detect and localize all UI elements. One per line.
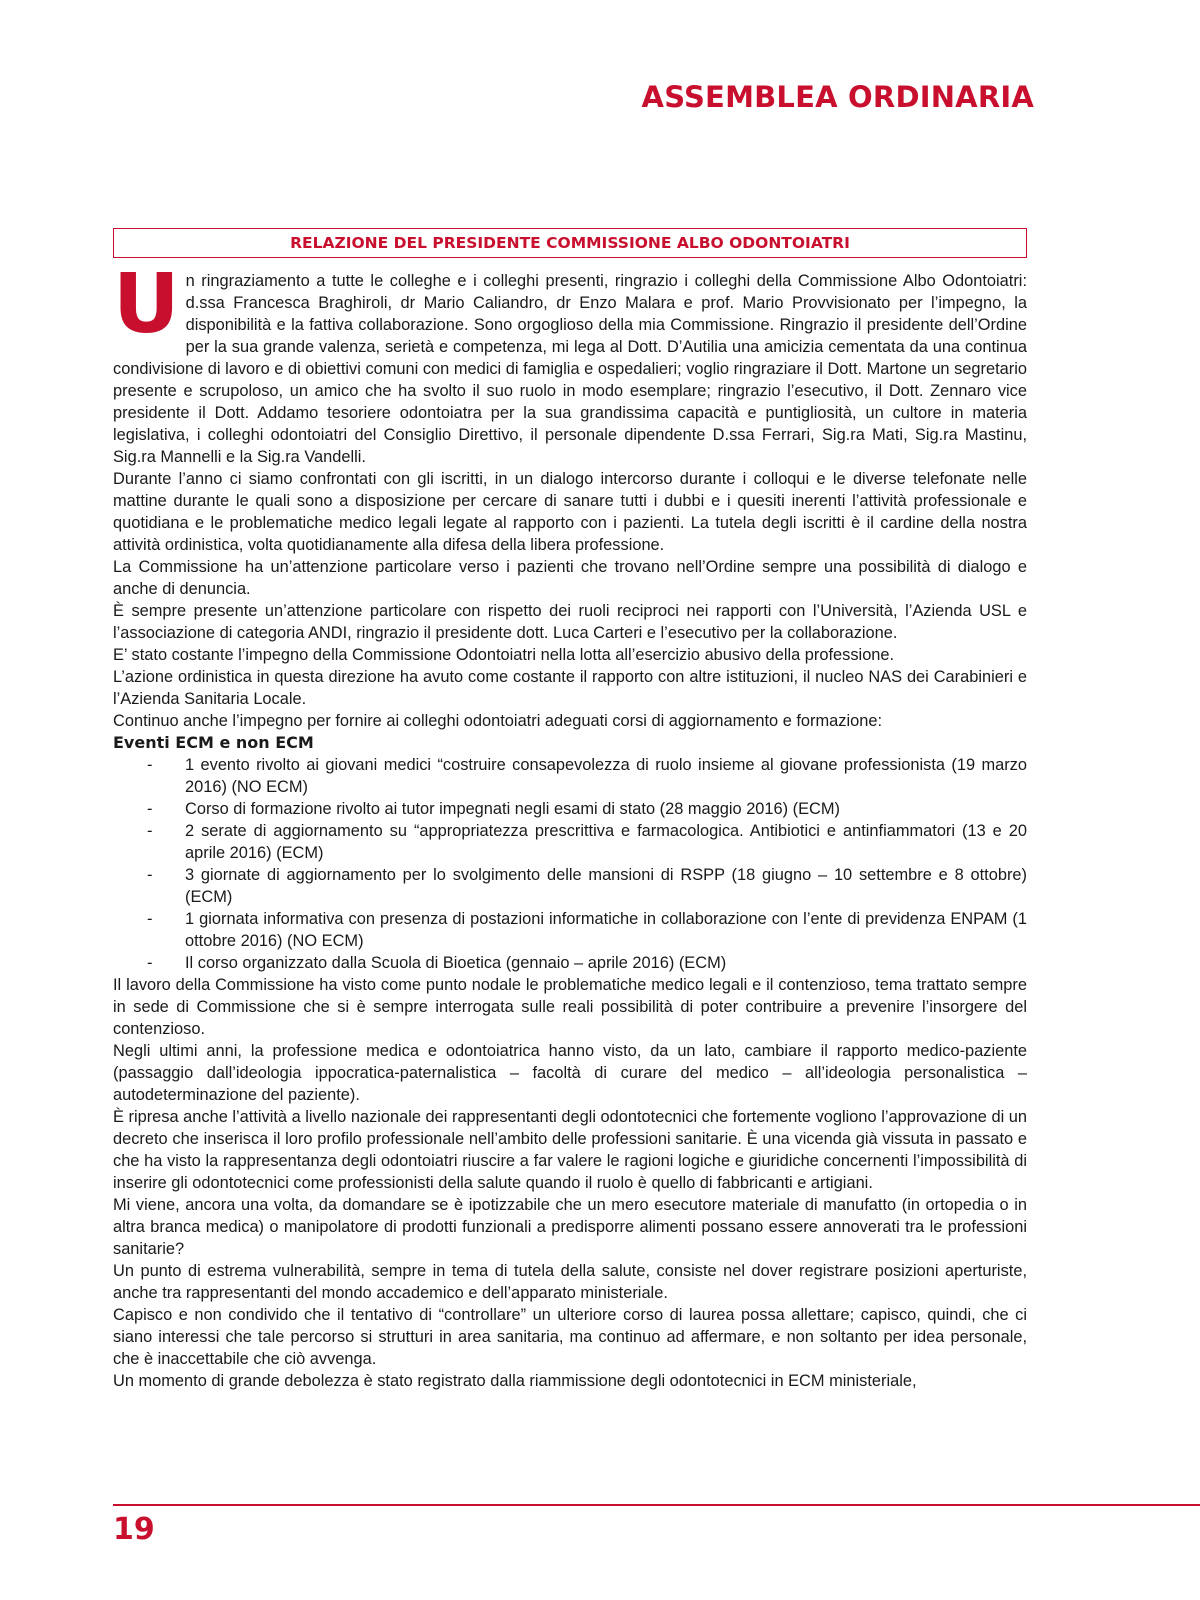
paragraph: L’azione ordinistica in questa direzione ha avuto come costante il rapporto con altre istituzioni, il nucleo NAS dei Carabinieri e l’Azienda Sanitaria Locale.	[113, 668, 1027, 708]
list-item-text: Il corso organizzato dalla Scuola di Bioetica (gennaio – aprile 2016) (ECM)	[185, 954, 727, 972]
list-bullet: -	[147, 910, 153, 928]
list-item	[113, 798, 1027, 820]
section-title: RELAZIONE DEL PRESIDENTE COMMISSIONE ALBO ODONTOIATRI	[290, 234, 850, 252]
paragraph: Negli ultimi anni, la professione medica e odontoiatrica hanno visto, da un lato, cambiare il rapporto medico-paziente (passaggio dall’ideologia ippocratica-paternalistica – facoltà di curare del medico – all’ideologia personalistica – autodeterminazione del paziente).	[113, 1042, 1027, 1104]
paragraph: Durante l’anno ci siamo confrontati con gli iscritti, in un dialogo intercorso durante i colloqui e le diverse telefonate nelle mattine durante le quali sono a disposizione per cercare di sanare tutti i dubbi e i quesiti inerenti l’attività professionale e quotidiana e le problematiche medico legali legate al rapporto con i pazienti. La tutela degli iscritti è il cardine della nostra attività ordinistica, volta quotidianamente alla difesa della libera professione.	[113, 470, 1027, 554]
list-bullet: -	[147, 822, 153, 840]
page-number: 19	[113, 1512, 155, 1547]
paragraph: Un momento di grande debolezza è stato registrato dalla riammissione degli odontotecnici in ECM ministeriale,	[113, 1372, 917, 1390]
list-item-text: 3 giornate di aggiornamento per lo svolgimento delle mansioni di RSPP (18 giugno – 10 settembre e 8 ottobre) (ECM)	[185, 866, 1027, 906]
footer-divider	[113, 1504, 1200, 1506]
paragraph: Capisco e non condivido che il tentativo di “controllare” un ulteriore corso di laurea possa allettare; capisco, quindi, che ci siano interessi che tale percorso si strutturi in area sanitaria, ma continuo ad affermare, e non soltanto per idea personale, che è inaccettabile che ciò avvenga.	[113, 1306, 1027, 1368]
events-list	[113, 732, 1027, 974]
list-item	[113, 952, 1027, 974]
paragraph: La Commissione ha un’attenzione particolare verso i pazienti che trovano nell’Ordine sempre una possibilità di dialogo e anche di denuncia.	[113, 558, 1027, 598]
list-bullet: -	[147, 800, 153, 818]
section-title-box	[113, 228, 1027, 258]
paragraph: E’ stato costante l’impegno della Commissione Odontoiatri nella lotta all’esercizio abusivo della professione.	[113, 646, 895, 664]
page-header-title: ASSEMBLEA ORDINARIA	[641, 80, 1034, 114]
list-item-text: Corso di formazione rivolto ai tutor impegnati negli esami di stato (28 maggio 2016) (ECM)	[185, 800, 841, 818]
paragraph: Mi viene, ancora una volta, da domandare se è ipotizzabile che un mero esecutore materiale di manufatto (in ortopedia o in altra branca medica) o manipolatore di prodotti funzionali a predisporre alimenti possano essere annoverati tra le professioni sanitarie?	[113, 1196, 1027, 1258]
list-item-text: 1 giornata informativa con presenza di postazioni informatiche in collaborazione con l’ente di previdenza ENPAM (1 ottobre 2016) (NO ECM)	[185, 910, 1027, 950]
paragraph: Continuo anche l’impegno per fornire ai colleghi odontoiatri adeguati corsi di aggiornamento e formazione:	[113, 712, 883, 730]
list-bullet: -	[147, 866, 153, 884]
list-item	[113, 908, 1027, 952]
paragraph: È sempre presente un’attenzione particolare con rispetto dei ruoli reciproci nei rapporti con l’Università, l’Azienda USL e l’associazione di categoria ANDI, ringrazio il presidente dott. Luca Carteri e l’esecutivo per la collaborazione.	[113, 602, 1027, 642]
list-item	[113, 820, 1027, 864]
paragraph: Il lavoro della Commissione ha visto come punto nodale le problematiche medico legali e il contenzioso, tema trattato sempre in sede di Commissione che si è sempre interrogata sulle reali possibilità di poter contribuire a prevenire l’insorgere del contenzioso.	[113, 976, 1027, 1038]
list-bullet: -	[147, 954, 153, 972]
list-item-text: 1 evento rivolto ai giovani medici “costruire consapevolezza di ruolo insieme al giovane professionista (19 marzo 2016) (NO ECM)	[185, 756, 1027, 796]
list-item	[113, 864, 1027, 908]
paragraph-intro: Un ringraziamento a tutte le colleghe e i colleghi presenti, ringrazio i colleghi della Commissione Albo Odontoiatri: d.ssa Francesca Braghiroli, dr Mario Caliandro, dr Enzo Malara e prof. Mario Provvisionato per l’impegno, la disponibilità e la fattiva collaborazione. Sono orgoglioso della mia Commissione. Ringrazio il presidente dell’Ordine per la sua grande valenza, serietà e competenza, mi lega al Dott. D’Autilia una amicizia cementata da una continua condivisione di lavoro e di obiettivi comuni con medici di famiglia e ospedalieri; voglio ringraziare il Dott. Martone un segretario presente e scrupoloso, un amico che ha svolto il suo ruolo in modo esemplare; ringrazio l’esecutivo, il Dott. Zennaro vice presidente il Dott. Addamo tesoriere odontoiatra per la sua grandissima capacità e puntigliosità, un cultore in materia legislativa, i colleghi odontoiatri del Consiglio Direttivo, il personale dipendente D.ssa Ferrari, Sig.ra Mati, Sig.ra Mastinu, Sig.ra Mannelli e la Sig.ra Vandelli.	[113, 257, 1027, 466]
list-item-text: 2 serate di aggiornamento su “appropriatezza prescrittiva e farmacologica. Antibiotici e antinfiammatori (13 e 20 aprile 2016) (ECM)	[185, 822, 1027, 862]
article-body	[113, 257, 1027, 1392]
paragraph: Un punto di estrema vulnerabilità, sempre in tema di tutela della salute, consiste nel dover registrare posizioni aperturiste, anche tra rappresentanti del mondo accademico e dell’apparato ministeriale.	[113, 1262, 1027, 1302]
drop-cap: U	[113, 257, 180, 352]
events-list-heading: Eventi ECM e non ECM	[113, 733, 314, 752]
list-bullet: -	[147, 756, 153, 774]
list-item	[113, 754, 1027, 798]
paragraph: È ripresa anche l’attività a livello nazionale dei rappresentanti degli odontotecnici che fortemente vogliono l’approvazione di un decreto che inserisca il loro profilo professionale nell’ambito delle professioni sanitarie. È una vicenda già vissuta in passato e che ha visto la rappresentanza degli odontoiatri riuscire a far valere le ragioni logiche e giuridiche concernenti l’impossibilità di inserire gli odontotecnici come professionisti della salute quando il ruolo è quello di fabbricanti e artigiani.	[113, 1108, 1027, 1192]
